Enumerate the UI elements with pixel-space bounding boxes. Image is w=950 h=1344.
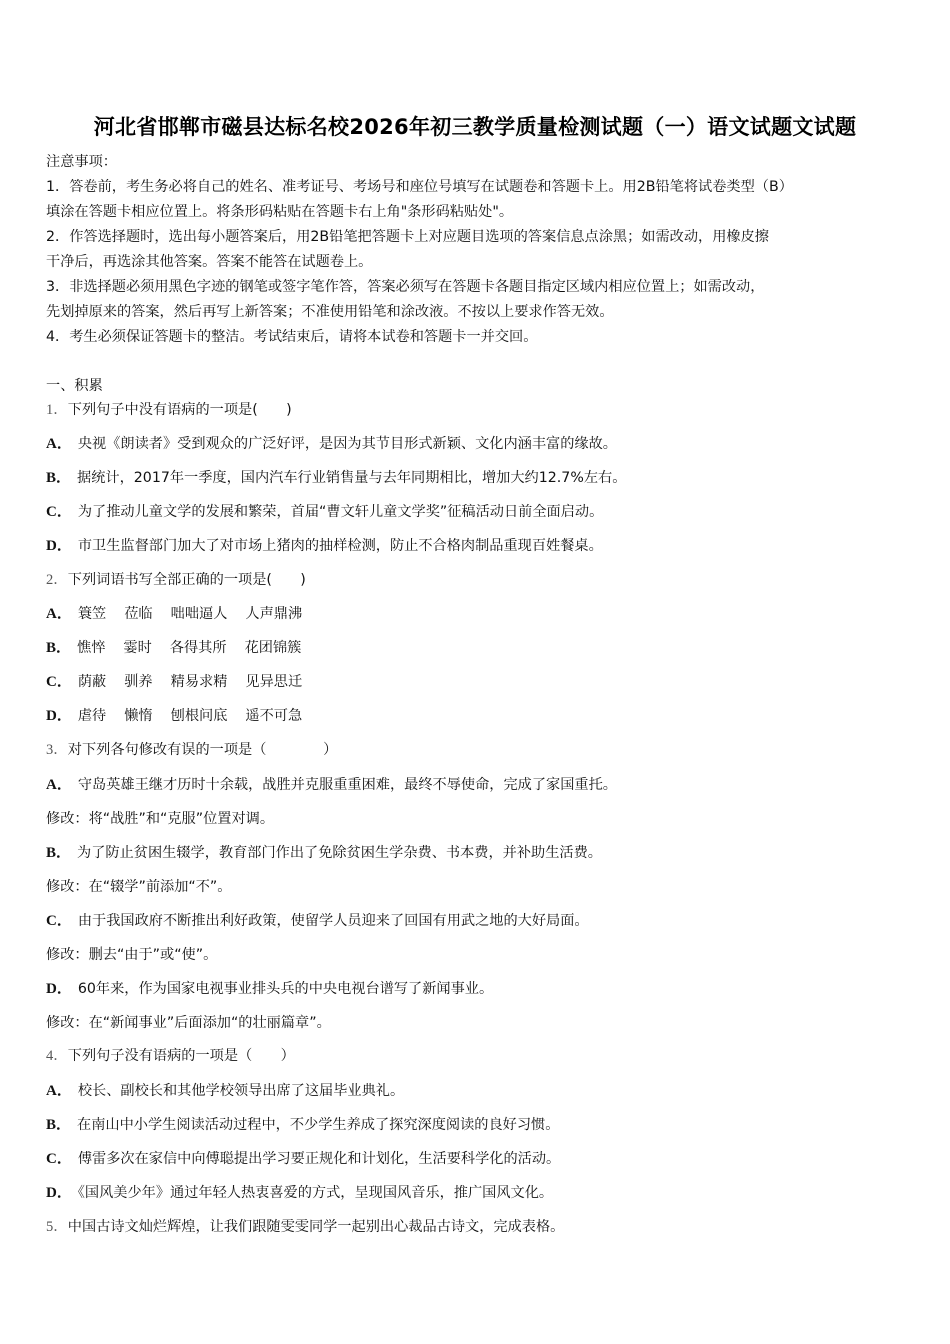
option-letter: C． xyxy=(46,504,72,520)
option-d xyxy=(46,536,603,556)
option-letter: A． xyxy=(46,436,72,452)
word: 花团锦簇 xyxy=(244,640,302,656)
question-stem: 对下列各句修改有误的一项是（ ） xyxy=(67,742,338,758)
option-letter: B． xyxy=(46,470,72,486)
notice-line: 先划掉原来的答案，然后再写上新答案；不准使用铅笔和涂改液。不按以上要求作答无效。 xyxy=(46,304,614,320)
option-letter: A． xyxy=(46,606,72,622)
option-c xyxy=(46,502,603,522)
question-stem: 下列句子没有语病的一项是（ ） xyxy=(67,1048,295,1064)
word: 憔悴 xyxy=(77,640,106,656)
word: 簑笠 xyxy=(77,606,107,622)
word: 遥不可急 xyxy=(245,708,303,724)
option-text: 市卫生监督部门加大了对市场上猪肉的抽样检测，防止不合格肉制品重现百姓餐桌。 xyxy=(77,538,603,554)
option-a xyxy=(46,1081,404,1101)
option-text: 央视《朗读者》受到观众的广泛好评，是因为其节目形式新颖、文化内涵丰富的缘故。 xyxy=(77,436,617,452)
option-letter: D． xyxy=(46,1185,72,1201)
option-text: 据统计，2017年一季度，国内汽车行业销售量与去年同期相比，增加大约12.7%左右。 xyxy=(77,470,627,486)
option-text: 60年来，作为国家电视事业排头兵的中央电视台谱写了新闻事业。 xyxy=(77,981,494,997)
question-number: 3． xyxy=(46,742,68,758)
word: 精易求精 xyxy=(170,674,228,690)
option-c xyxy=(46,1149,560,1169)
notice-line: 4．考生必须保证答题卡的整洁。考试结束后，请将本试卷和答题卡一并交回。 xyxy=(46,329,538,345)
word: 虐待 xyxy=(77,708,107,724)
option-d xyxy=(46,706,320,726)
word: 各得其所 xyxy=(169,640,227,656)
word: 霎时 xyxy=(123,640,152,656)
option-d xyxy=(46,1183,553,1203)
option-b xyxy=(46,638,319,658)
revision-note: 修改：将“战胜”和“克服”位置对调。 xyxy=(46,811,275,827)
option-letter: A． xyxy=(46,1083,72,1099)
word: 懒惰 xyxy=(124,708,153,724)
question-number: 1． xyxy=(46,402,68,418)
option-letter: D． xyxy=(46,981,72,997)
option-letter: C． xyxy=(46,674,72,690)
option-b xyxy=(46,468,626,488)
question-number: 5． xyxy=(46,1219,68,1235)
option-text: 傅雷多次在家信中向傅聪提出学习要正规化和计划化，生活要科学化的活动。 xyxy=(77,1151,561,1167)
question-stem: 下列词语书写全部正确的一项是( ) xyxy=(67,572,306,588)
notice-line: 2．作答选择题时，选出每小题答案后，用2B铅笔把答题卡上对应题目选项的答案信息点涂黑；如需改动，用橡皮擦 xyxy=(46,229,769,245)
option-d xyxy=(46,979,493,999)
word: 见异思迁 xyxy=(245,674,303,690)
document-title: 河北省邯郸市磁县达标名校2026年初三教学质量检测试题（一）语文试题文试题 xyxy=(93,115,857,139)
option-letter: B． xyxy=(46,845,72,861)
revision-note: 修改：在“辍学”前添加“不”。 xyxy=(46,879,232,895)
question-1 xyxy=(46,400,292,420)
option-letter: B． xyxy=(46,1117,72,1133)
question-5 xyxy=(46,1217,564,1237)
option-letter: B． xyxy=(46,640,72,656)
option-letter: D． xyxy=(46,538,72,554)
option-c xyxy=(46,911,589,931)
option-text: 在南山中小学生阅读活动过程中，不少学生养成了探究深度阅读的良好习惯。 xyxy=(77,1117,560,1133)
option-letter: C． xyxy=(46,1151,72,1167)
word: 咄咄逼人 xyxy=(170,606,228,622)
word: 荫蔽 xyxy=(77,674,107,690)
word: 莅临 xyxy=(124,606,153,622)
option-b xyxy=(46,1115,559,1135)
option-a xyxy=(46,434,617,454)
notice-line: 干净后，再选涂其他答案。答案不能答在试题卷上。 xyxy=(46,254,373,270)
revision-note: 修改：在“新闻事业”后面添加“的壮丽篇章”。 xyxy=(46,1015,331,1031)
section-heading: 一、积累 xyxy=(46,378,103,394)
question-stem: 中国古诗文灿烂辉煌，让我们跟随雯雯同学一起别出心裁品古诗文，完成表格。 xyxy=(67,1219,565,1235)
option-text: 由于我国政府不断推出利好政策，使留学人员迎来了回国有用武之地的大好局面。 xyxy=(77,913,589,929)
word: 刨根问底 xyxy=(170,708,228,724)
question-2 xyxy=(46,570,306,590)
notice-line: 1．答卷前，考生务必将自己的姓名、准考证号、考场号和座位号填写在试题卷和答题卡上。用2B铅笔将试卷类型（B） xyxy=(46,179,793,195)
option-text: 为了防止贫困生辍学，教育部门作出了免除贫困生学杂费、书本费，并补助生活费。 xyxy=(77,845,602,861)
question-number: 2． xyxy=(46,572,68,588)
question-3 xyxy=(46,740,337,760)
option-letter: A． xyxy=(46,777,72,793)
option-letter: D． xyxy=(46,708,72,724)
question-number: 4． xyxy=(46,1048,68,1064)
question-stem: 下列句子中没有语病的一项是( ) xyxy=(67,402,292,418)
revision-note: 修改：删去“由于”或“使”。 xyxy=(46,947,218,963)
option-a xyxy=(46,604,320,624)
option-text: 《国风美少年》通过年轻人热衷喜爱的方式，呈现国风音乐，推广国风文化。 xyxy=(77,1185,554,1201)
notice-line: 3．非选择题必须用黑色字迹的钢笔或签字笔作答，答案必须写在答题卡各题目指定区域内相应位置上；如需改动， xyxy=(46,279,765,295)
word: 人声鼎沸 xyxy=(245,606,303,622)
option-text: 守岛英雄王继才历时十余载，战胜并克服重重困难，最终不辱使命，完成了家国重托。 xyxy=(77,777,617,793)
option-b xyxy=(46,843,602,863)
option-letter: C． xyxy=(46,913,72,929)
question-4 xyxy=(46,1046,295,1066)
option-c xyxy=(46,672,320,692)
notice-heading: 注意事项： xyxy=(46,154,117,170)
notice-line: 填涂在答题卡相应位置上。将条形码粘贴在答题卡右上角"条形码粘贴处"。 xyxy=(46,204,514,220)
word: 驯养 xyxy=(124,674,153,690)
option-text: 为了推动儿童文学的发展和繁荣，首届“曹文轩儿童文学奖”征稿活动日前全面启动。 xyxy=(77,504,604,520)
option-a xyxy=(46,775,617,795)
option-text: 校长、副校长和其他学校领导出席了这届毕业典礼。 xyxy=(77,1083,405,1099)
